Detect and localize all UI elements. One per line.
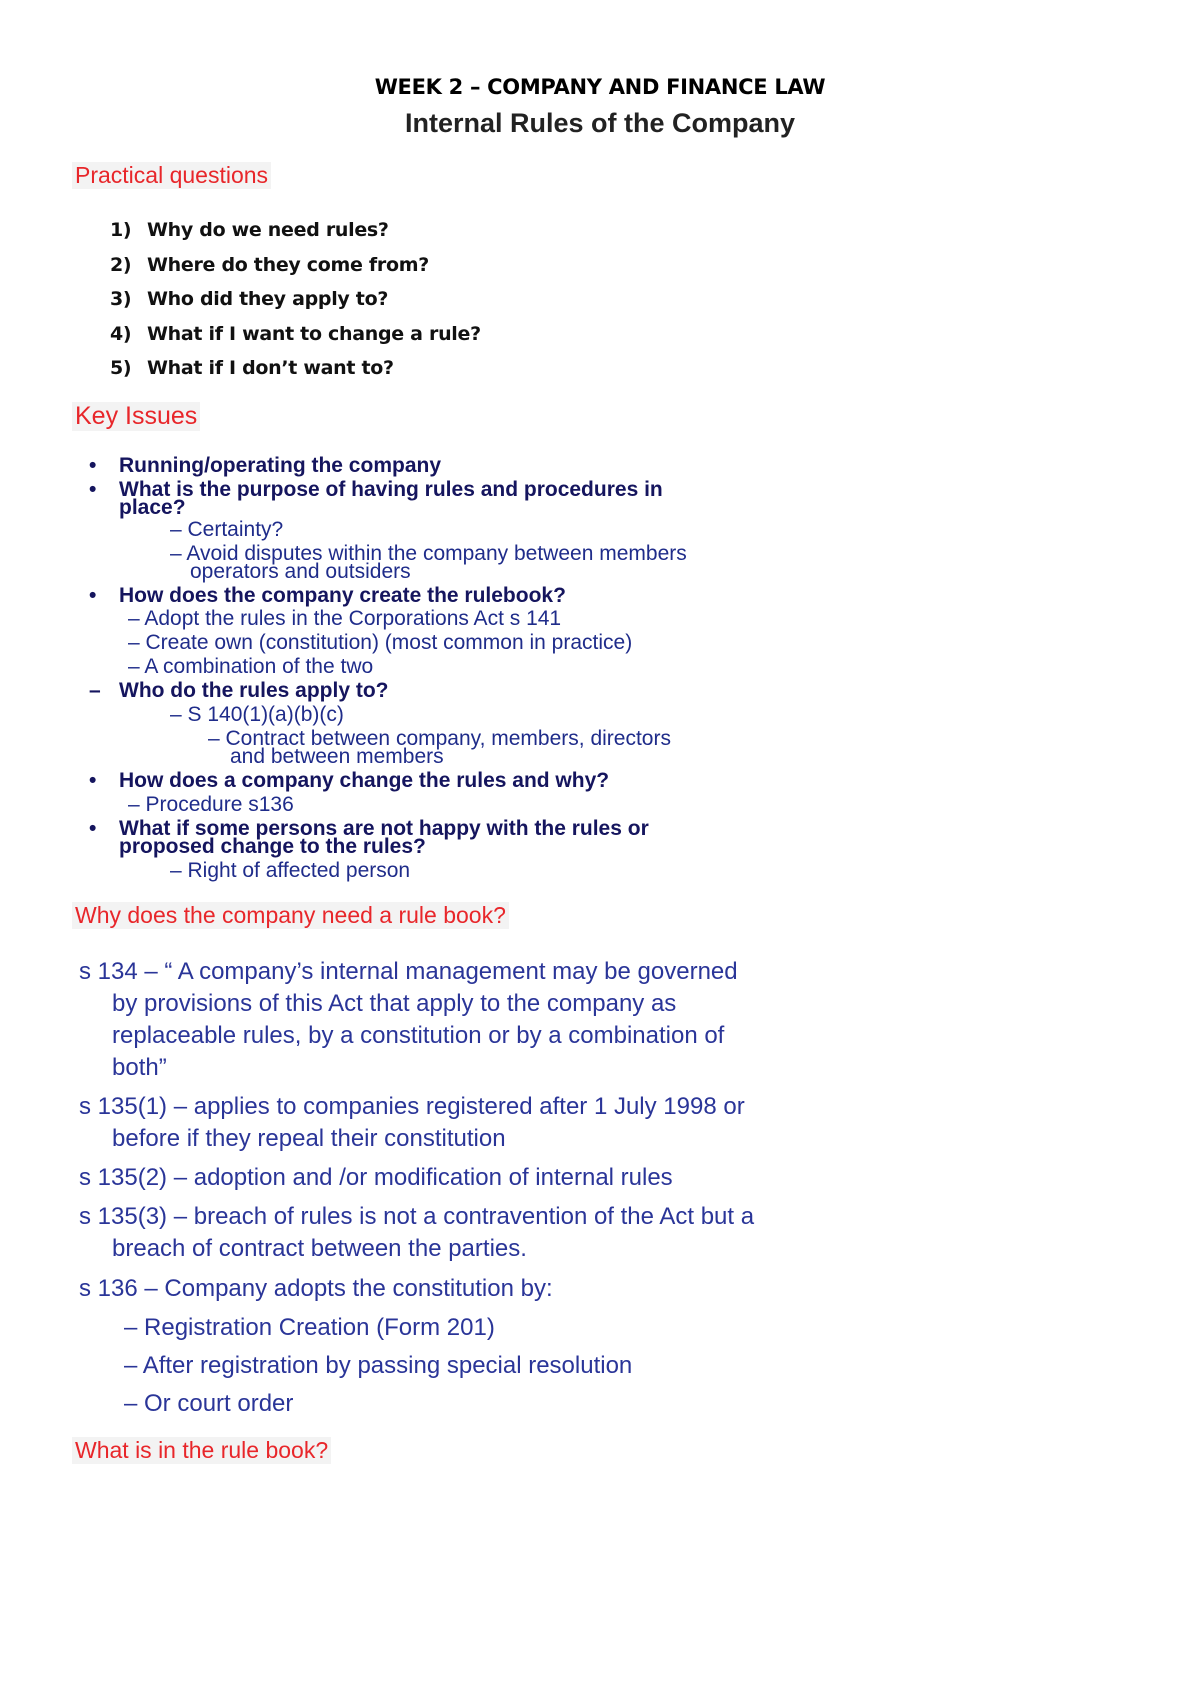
- practical-questions-list: [110, 213, 481, 386]
- key-issue-text: What if some persons are not happy with the rules or: [119, 817, 649, 840]
- key-issues-heading: Key Issues: [72, 402, 200, 431]
- week-title: WEEK 2 – COMPANY AND FINANCE LAW: [374, 75, 826, 99]
- key-issue-line: [89, 454, 442, 477]
- document-title: Internal Rules of the Company: [404, 108, 796, 138]
- question-number: 2): [110, 253, 132, 276]
- question-number: 3): [110, 288, 132, 310]
- whats-in-rule-book-heading: What is in the rule book?: [72, 1437, 331, 1464]
- body-line: s 135(2) – adoption and /or modification of internal rules: [79, 1164, 673, 1191]
- body-line: by provisions of this Act that apply to the company as: [112, 990, 677, 1017]
- key-issue-text: – Adopt the rules in the Corporations Act s 141: [128, 607, 562, 630]
- bullet-marker: •: [89, 817, 97, 840]
- key-issue-line: [119, 498, 186, 518]
- key-issue-text: operators and outsiders: [190, 560, 411, 583]
- body-line: s 134 – “ A company’s internal management may be governed: [79, 958, 738, 985]
- question-item: [110, 317, 481, 352]
- key-issue-line: [89, 679, 389, 702]
- key-issue-text: – Certainty?: [170, 518, 284, 541]
- question-text: Where do they come from?: [147, 253, 429, 276]
- key-issue-text: – Right of affected person: [170, 859, 411, 882]
- key-issue-text: place?: [119, 496, 186, 519]
- key-issue-text: – A combination of the two: [128, 655, 374, 678]
- key-issue-line: [170, 520, 283, 540]
- bullet-marker: •: [89, 769, 97, 792]
- why-rule-book-heading: Why does the company need a rule book?: [72, 902, 509, 929]
- key-issue-line: [170, 861, 410, 881]
- bullet-marker: •: [89, 584, 97, 607]
- key-issue-text: How does the company create the rulebook?: [119, 584, 566, 607]
- key-issue-text: Who do the rules apply to?: [119, 679, 389, 702]
- key-issue-text: proposed change to the rules?: [119, 835, 426, 858]
- key-issue-text: How does a company change the rules and why?: [119, 769, 610, 792]
- key-issue-line: [190, 562, 411, 582]
- key-issue-text: – Create own (constitution) (most common in practice): [128, 631, 633, 654]
- body-line: s 136 – Company adopts the constitution by:: [79, 1275, 553, 1302]
- question-item: [110, 248, 481, 283]
- dash-marker: –: [89, 679, 101, 702]
- key-issue-line: [89, 769, 610, 792]
- key-issue-text: – Contract between company, members, directors: [208, 727, 671, 750]
- question-item: [110, 282, 481, 317]
- key-issue-text: and between members: [230, 745, 444, 768]
- body-line: before if they repeal their constitution: [112, 1125, 506, 1152]
- body-line: replaceable rules, by a constitution or by a combination of: [112, 1022, 725, 1049]
- question-item: [110, 351, 481, 386]
- question-text: Who did they apply to?: [147, 288, 389, 310]
- key-issue-text: – S 140(1)(a)(b)(c): [170, 703, 344, 726]
- key-issue-line: [89, 584, 566, 607]
- key-issue-line: [170, 705, 344, 725]
- body-line: – Registration Creation (Form 201): [124, 1314, 495, 1341]
- key-issue-line: [128, 633, 632, 653]
- question-text: What if I don’t want to?: [147, 357, 394, 379]
- body-line: s 135(3) – breach of rules is not a contravention of the Act but a: [79, 1203, 755, 1230]
- question-number: 4): [110, 322, 132, 345]
- key-issue-text: What is the purpose of having rules and procedures in: [119, 478, 663, 501]
- bullet-marker: •: [89, 454, 97, 477]
- key-issue-line: [89, 478, 663, 501]
- practical-questions-heading: Practical questions: [72, 162, 271, 189]
- key-issue-text: – Avoid disputes within the company between members: [170, 542, 687, 565]
- question-text: Why do we need rules?: [147, 219, 389, 241]
- body-line: s 135(1) – applies to companies registered after 1 July 1998 or: [79, 1093, 745, 1120]
- body-line: – Or court order: [124, 1390, 294, 1417]
- key-issue-text: Running/operating the company: [119, 454, 442, 477]
- body-line: both”: [112, 1054, 167, 1081]
- question-number: 5): [110, 357, 132, 379]
- question-number: 1): [110, 219, 132, 241]
- bullet-marker: •: [89, 478, 97, 501]
- key-issue-line: [128, 795, 294, 815]
- key-issue-line: [230, 747, 444, 767]
- key-issue-line: [119, 837, 426, 857]
- question-text: What if I want to change a rule?: [147, 322, 481, 345]
- key-issue-line: [128, 609, 561, 629]
- question-item: [110, 213, 481, 248]
- key-issue-text: – Procedure s136: [128, 793, 294, 816]
- key-issue-line: [128, 657, 373, 677]
- body-line: – After registration by passing special resolution: [124, 1352, 633, 1379]
- body-line: breach of contract between the parties.: [112, 1235, 527, 1262]
